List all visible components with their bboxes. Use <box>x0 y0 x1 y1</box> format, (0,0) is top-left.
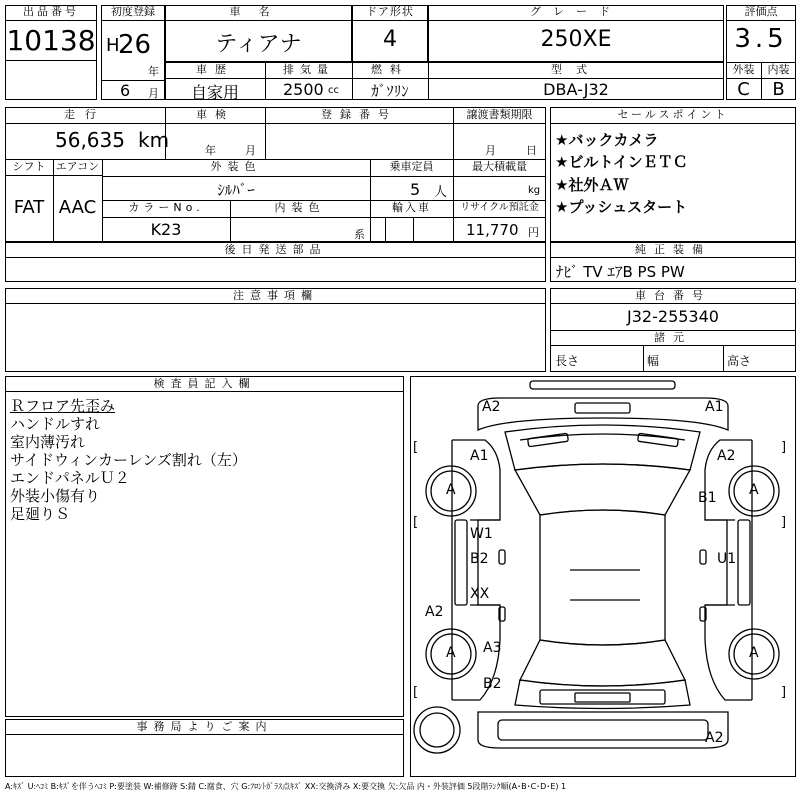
import-label: 輸入車 <box>392 201 431 214</box>
insp-year-unit: 年 <box>205 144 216 157</box>
lot-no: 10138 <box>6 24 96 57</box>
history-label: 車歴 <box>196 63 234 76</box>
recycle-unit: 円 <box>528 226 539 239</box>
dims-height: 高さ <box>727 354 752 368</box>
max-load-label: 最大積載量 <box>472 160 527 173</box>
sales-point-2: ★ビルトインＥＴＣ <box>555 153 688 171</box>
displacement-unit: cc <box>328 85 339 96</box>
rear-bumper <box>478 712 728 748</box>
fuel: ｶﾞｿﾘﾝ <box>371 82 409 100</box>
sales-point-3: ★社外ＡＷ <box>555 176 629 194</box>
car-name-label: 車名 <box>229 5 288 18</box>
dmg-door-rl: A2 <box>425 604 444 620</box>
hood <box>505 425 700 470</box>
dims-label: 諸元 <box>654 331 692 344</box>
mileage-label: 走行 <box>64 108 106 121</box>
grade: 250XE <box>540 27 612 52</box>
dmg-fender-right: A2 <box>717 448 736 464</box>
windshield <box>515 464 690 515</box>
score-label: 評価点 <box>744 5 778 18</box>
transfer-label: 譲渡書類期限 <box>466 108 533 121</box>
ext-color: ｼﾙﾊﾞｰ <box>217 181 255 199</box>
dmg-qtr-left2: B2 <box>483 676 502 692</box>
int-color-unit: 系 <box>354 228 365 241</box>
dmg-qtr-left: A3 <box>483 640 502 656</box>
inspector-line-2: ハンドルすれ <box>10 415 101 433</box>
dmg-front-left: A2 <box>482 399 501 415</box>
reg-year: 26 <box>118 30 152 60</box>
year-unit: 年 <box>148 65 159 78</box>
right-side <box>705 440 752 700</box>
shift: FAT <box>13 197 45 218</box>
model: DBA-J32 <box>543 80 609 99</box>
equipment-value: ﾅﾋﾞ TV ｴｱB PS PW <box>556 263 685 281</box>
inspector-line-6: 外装小傷有り <box>10 487 101 505</box>
sales-point-1: ★バックカメラ <box>555 131 659 149</box>
era: H <box>106 35 120 56</box>
inspector-line-1: Ｒフロア先歪み <box>10 397 116 415</box>
dmg-door-rr: U1 <box>717 551 737 567</box>
bracket-r1: ] <box>781 440 787 455</box>
int-label: 内装 <box>767 63 790 76</box>
first-reg-label: 初度登録 <box>111 5 155 18</box>
dmg-wheel-rl: A <box>446 645 456 661</box>
month-unit: 月 <box>148 87 159 100</box>
roof <box>540 510 665 645</box>
doors: 4 <box>383 27 397 52</box>
spare-tire-icon <box>414 707 460 753</box>
dmg-door-fl: B2 <box>470 551 489 567</box>
inspection-label: 車検 <box>196 108 234 121</box>
chassis-value: J32-255340 <box>627 307 719 326</box>
capacity-unit: 人 <box>434 185 448 200</box>
equipment-label: 純正装備 <box>635 243 711 256</box>
reg-month: 6 <box>120 81 131 100</box>
left-side <box>452 440 500 700</box>
grade-label: グレード <box>530 5 622 18</box>
bracket-l3: [ <box>413 685 419 700</box>
displacement: 2500 <box>283 80 324 99</box>
inspector-line-3: 室内薄汚れ <box>10 433 86 451</box>
transfer-month-unit: 月 <box>485 144 496 157</box>
legend: A:ｷｽﾞ U:ﾍｺﾐ B:ｷｽﾞを伴うﾍｺﾐ P:要塗装 W:補修跡 S:錆 C:腐食、穴 G:ﾌﾛﾝﾄｶﾞﾗｽ点ｷｽﾞ XX:交換済み X:要交換 欠:欠品 内・外装評価 5段階ﾗﾝｸ順(A･B･C･D･E) 1 <box>5 782 567 791</box>
inspector-line-5: エンドパネルＵ２ <box>10 469 130 487</box>
dmg-wheel-rr: A <box>749 645 759 661</box>
mileage-unit: km <box>138 128 170 152</box>
dmg-door-fr: B1 <box>698 490 717 506</box>
rear-window <box>520 640 685 686</box>
dmg-front-right: A1 <box>705 399 724 415</box>
transfer-day-unit: 日 <box>526 144 537 157</box>
dmg-roof: XX <box>470 586 490 602</box>
ext-label: 外装 <box>732 63 755 76</box>
fuel-label: 燃料 <box>371 63 409 76</box>
dmg-wheel-fl: A <box>446 482 456 498</box>
int-color-label: 内装色 <box>274 201 326 214</box>
recycle-label: リサイクル預託金 <box>460 202 539 213</box>
chassis-label: 車台番号 <box>635 289 711 302</box>
front-emblem <box>530 381 675 389</box>
shift-label: シフト <box>12 160 46 173</box>
dmg-wheel-fr: A <box>749 482 759 498</box>
recycle: 11,770 <box>466 221 519 239</box>
later-parts-label: 後日発送部品 <box>224 243 327 256</box>
dmg-rear-bumper: A2 <box>705 730 724 746</box>
capacity: 5 <box>410 180 421 199</box>
dims-width: 幅 <box>647 354 660 368</box>
color-no: K23 <box>150 220 182 239</box>
car-name: ティアナ <box>215 32 302 57</box>
ext-grade: C <box>737 79 750 100</box>
ac: AAC <box>58 197 97 218</box>
history: 自家用 <box>190 83 239 102</box>
bracket-l2: [ <box>413 515 419 530</box>
reg-no-label: 登録番号 <box>321 108 397 121</box>
displacement-label: 排気量 <box>283 63 334 76</box>
color-no-label: カラーNo. <box>128 201 204 214</box>
score: 3.5 <box>734 24 788 54</box>
inspector-line-4: サイドウィンカーレンズ割れ（左） <box>10 451 247 469</box>
ext-color-label: 外装色 <box>210 160 262 173</box>
notes-label: 注意事項欄 <box>233 289 318 302</box>
sales-point-4: ★プッシュスタート <box>555 198 688 216</box>
inspector-label: 検査員記入欄 <box>153 377 256 390</box>
door-label: ドア形状 <box>366 5 414 18</box>
bracket-l1: [ <box>413 440 419 455</box>
dims-length: 長さ <box>555 354 580 368</box>
insp-month-unit: 月 <box>245 144 256 157</box>
model-label: 型式 <box>551 63 601 76</box>
bracket-r2: ] <box>781 515 787 530</box>
inspector-line-7: 足廻りＳ <box>10 505 71 523</box>
sales-points-label: セールスポイント <box>617 108 729 121</box>
max-load-unit: kg <box>528 185 541 196</box>
front-plate <box>575 403 630 413</box>
dmg-front-glass: W1 <box>470 526 493 542</box>
dmg-fender-left: A1 <box>470 448 489 464</box>
mileage: 56,635 <box>55 128 125 152</box>
lot-no-label: 出品番号 <box>23 5 79 18</box>
office-label: 事務局よりご案内 <box>136 720 273 733</box>
capacity-label: 乗車定員 <box>389 160 434 173</box>
ac-label: エアコン <box>55 160 100 173</box>
int-grade: B <box>772 79 785 100</box>
bracket-r3: ] <box>781 685 787 700</box>
